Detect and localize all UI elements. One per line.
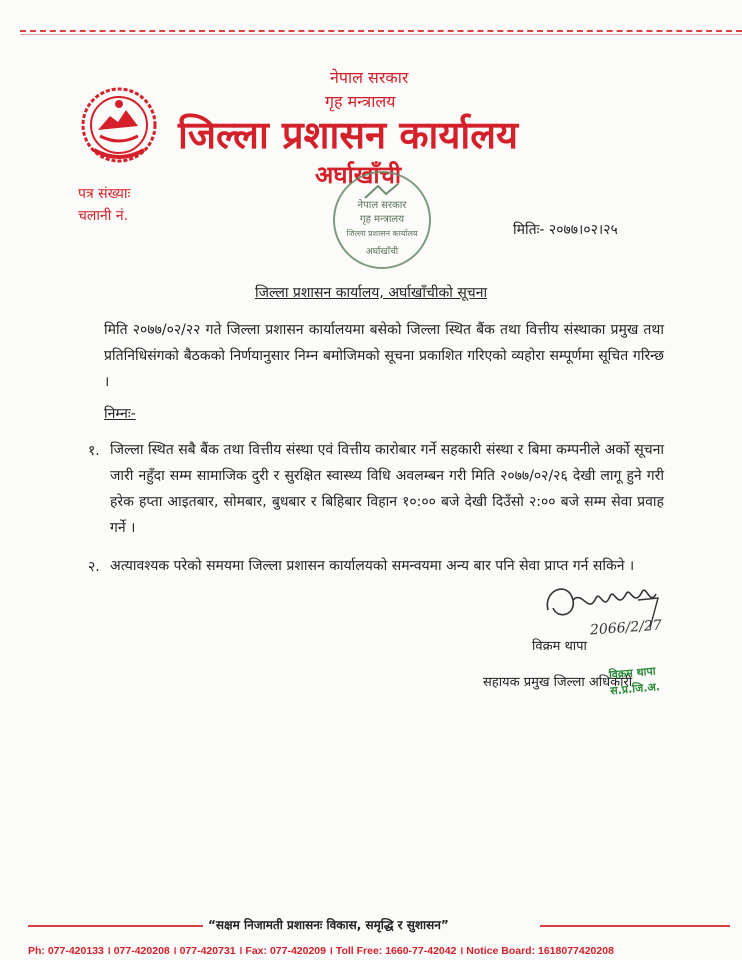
- stamp-line: विक्रम थापा: [608, 664, 657, 682]
- government-name: नेपाल सरकार: [330, 68, 409, 87]
- notice-intro: मिति २०७७/०२/२२ गते जिल्ला प्रशासन कार्यालयमा बसेको जिल्ला स्थित बैंक तथा वित्तीय संस्थाका प्रमुख तथा प्रतिनिधिसंगको बैठकको निर्णयानुसार निम्न बमोजिमको सूचना प्रकाशित गरिएको व्यहोरा सम्पूर्णमा सूचित गरिन्छ ।: [104, 322, 664, 390]
- signatory-stamp: [608, 661, 692, 712]
- notice-title: जिल्ला प्रशासन कार्यालय, अर्घाखाँचीको सूचना: [255, 285, 488, 301]
- top-border-line: [20, 30, 742, 32]
- item-number: २.: [88, 559, 100, 575]
- notice-item: जिल्ला स्थित सबै बैंक तथा वित्तीय संस्था एवं वित्तीय कारोबार गर्ने सहकारी संस्था र बिमा कम्पनीले अर्को सूचना जारी नहुँदा सम्म सामाजिक दुरी र सुरक्षित स्वास्थ्य विधि अवलम्बन गरी मिति २०७७/०२/२६ देखी लागू हुने गरी हरेक हप्ता आइतबार, सोमबार, बुधबार र बिहिबार विहान १०:०० बजे देखी दिउँसो २:०० बजे सम्म सेवा प्रवाह गर्ने ।: [110, 442, 664, 536]
- item-number: १.: [88, 443, 100, 459]
- notice-item: अत्यावश्यक परेको समयमा जिल्ला प्रशासन कार्यालयको समन्वयमा अन्य बार पनि सेवा प्राप्त गर्न सकिने ।: [110, 558, 635, 574]
- svg-text:नेपाल सरकार: नेपाल सरकार: [357, 200, 407, 211]
- office-seal-stamp: [330, 168, 434, 272]
- footer-divider-right: [540, 925, 730, 927]
- dispatch-number-label: चलानी नं.: [78, 208, 129, 224]
- district-name: अर्घाखाँची: [315, 161, 402, 189]
- signatory-name: विक्रम थापा: [532, 639, 587, 654]
- svg-text:अर्घाखाँची: अर्घाखाँची: [365, 247, 399, 257]
- svg-text:जिल्ला प्रशासन कार्यालय: जिल्ला प्रशासन कार्यालय: [346, 229, 418, 238]
- ministry-name: गृह मन्त्रालय: [325, 92, 396, 111]
- letter-number-label: पत्र संख्याः: [78, 186, 131, 202]
- signature-date: 2066/2/27: [589, 617, 663, 639]
- office-name: जिल्ला प्रशासन कार्यालय: [178, 113, 519, 157]
- signatory-title: सहायक प्रमुख जिल्ला अधिकारी: [483, 675, 633, 690]
- footer-motto: “सक्षम निजामती प्रशासनः विकास, समृद्धि र सुशासन”: [208, 918, 449, 932]
- following-label: निम्नः-: [104, 406, 136, 422]
- footer-contacts: Ph: 077-420133 । 077-420208 । 077-420731 । Fax: 077-420209 । Toll Free: 1660-77-42042 । Notice Board: 1618077420208: [28, 945, 614, 957]
- letter-date: मितिः- २०७७।०२।२५: [513, 222, 618, 238]
- nepal-emblem-icon: [80, 86, 158, 164]
- top-border-line-thin: [20, 34, 742, 35]
- svg-text:गृह मन्त्रालय: गृह मन्त्रालय: [359, 214, 405, 225]
- footer-divider-left: [28, 925, 203, 927]
- stamp-line: स.प्र.जि.अ.: [609, 680, 661, 698]
